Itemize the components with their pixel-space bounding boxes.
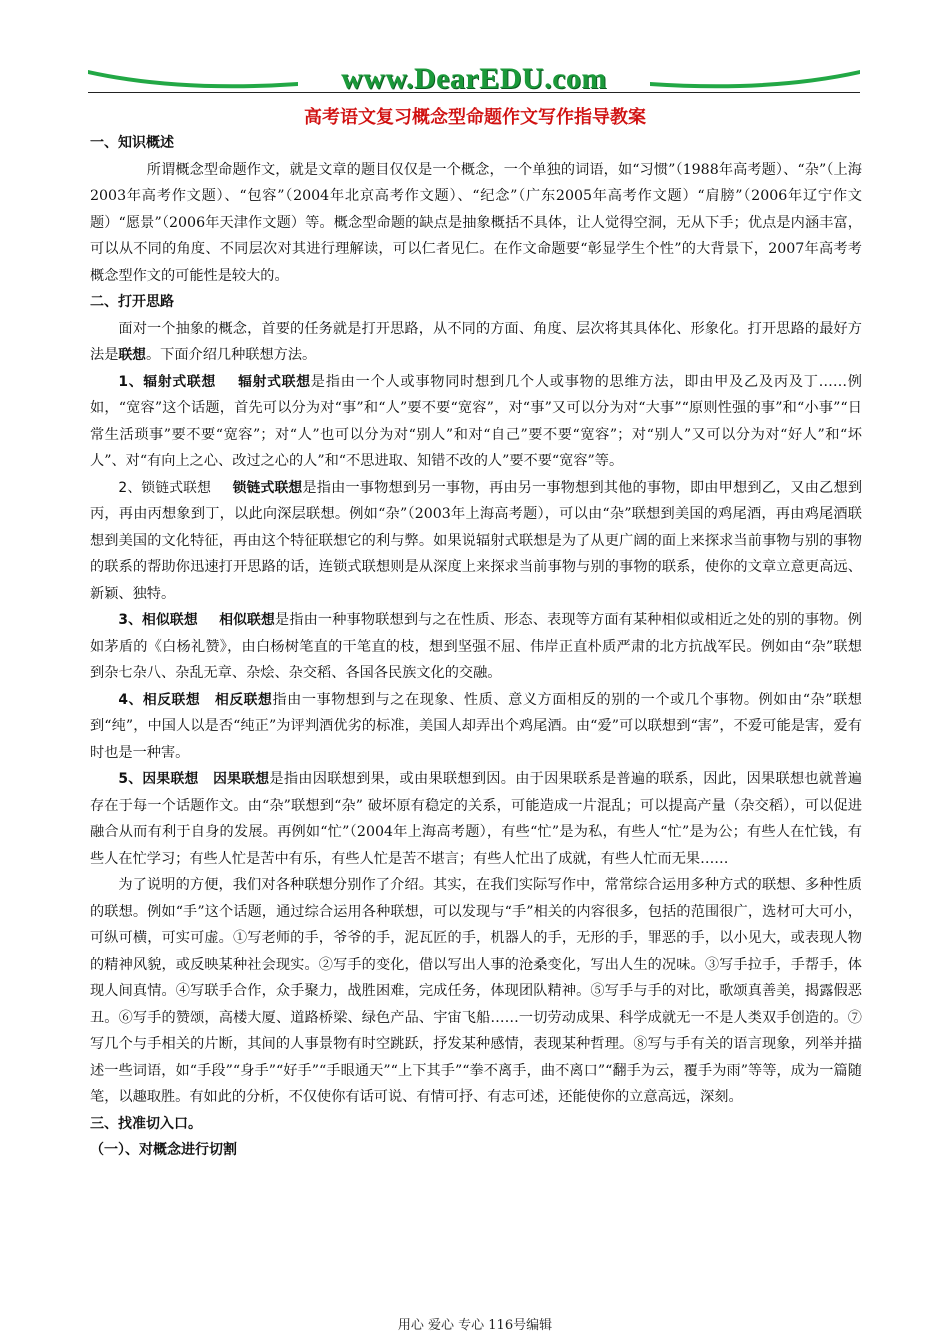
term: 辐射式联想 [237,373,311,390]
list-item [90,475,862,608]
list-item [90,607,862,687]
paragraph: 为了说明的方便，我们对各种联想分别作了介绍。其实，在我们实际写作中，常常综合运用多种方式的联想、多种性质的联想。例如“手”这个话题，通过综合运用各种联想，可以发现与“手”相关的内容很多，包括的范围很广，选材可大可小，可纵可横，可实可虚。①写老师的手，爷爷的手，泥瓦匠的手，机器人的手，无形的手，罪恶的手，以小见大，或表现人物的精神风貌，或反映某种社会现实。②写手的变化，借以写出人事的沧桑变化，写出人生的况味。③写手拉手，手帮手，体现人间真情。④写联手合作，众手聚力，战胜困难，完成任务，体现团队精神。⑤写手与手的对比，歌颂真善美，揭露假恶丑。⑥写手的赞颂，高楼大厦、道路桥梁、绿色产品、宇宙飞船……一切劳动成果、科学成就无一不是人类双手创造的。⑦写几个与手相关的片断，其间的人事景物有时空跳跃，抒发某种感情，表现某种哲理。⑧写与手有关的语言现象，列举并描述一些词语，如“手段”“身手”“好手”“手眼通天”“上下其手”“拳不离手，曲不离口”“翻手为云，覆手为雨”等等，成为一篇随笔，以趣取胜。有如此的分析，不仅使你有话可说、有情可抒、有志可述，还能使你的立意高远，深刻。 [90,877,862,1105]
term: 联想 [118,347,146,363]
document-body [90,130,862,1164]
item-text: 是指由因联想到果，或由果联想到因。由于因果联系是普遍的联系，因此，因果联想也就普遍存在于每一个话题作文。由“杂”联想到“杂” 破坏原有稳定的关系，可能造成一片混乱；可以提高产量（杂交稻），可以促进融合从而有利于自身的发展。再例如“忙”（2004年上海高考题），有些“忙”是为私，有些人“忙”是为公；有些人在忙钱，有些人在忙学习；有些人忙是苦中有乐，有些人忙是苦不堪言；有些人忙出了成就，有些人忙而无果…… [90,771,862,867]
item-text: 指由一事物想到与之在现象、性质、意义方面相反的别的一个或几个事物。例如由“杂”联想到“纯”，中国人以是否“纯正”为评判酒优劣的标准，美国人却弄出个鸡尾酒。由“爱”可以联想到“害”，不爱可能是害，爱有时也是一种害。 [90,691,862,761]
list-item [90,369,862,475]
term: 相反联想 [214,691,273,708]
list-item [90,766,862,872]
item-label: 4、相反联想 [118,691,201,708]
header-divider [88,92,860,93]
page-title: 高考语文复习概念型命题作文写作指导教案 [304,107,646,128]
section-heading: 一、知识概述 [90,135,174,151]
page-footer: 用心 爱心 专心 116号编辑 [397,1318,553,1333]
section-heading: 二、打开思路 [90,294,174,310]
item-text: 是指由一种事物联想到与之在性质、形态、表现等方面有某种相似或相近之处的别的事物。例如茅盾的《白杨礼赞》，由白杨树笔直的干笔直的枝，想到坚强不屈、伟岸正直朴质严肃的北方抗战军民。例如由“杂”联想到杂七杂八、杂乱无章、杂烩、杂交稻、各国各民族文化的交融。 [90,612,862,681]
item-label: 3、相似联想 [118,612,198,628]
section-heading: 三、找准切入口。 [90,1115,202,1132]
item-label: 1、辐射式联想 [118,373,217,390]
site-logo[interactable]: www.DearEDU.com [341,62,607,95]
site-banner [88,62,860,96]
term: 锁链式联想 [232,479,303,496]
item-text: 是指由一事物想到另一事物，再由另一事物想到其他的事物，即由甲想到乙，又由乙想到丙，再由丙想象到丁，以此向深层联想。例如“杂”（2003年上海高考题），可以由“杂”联想到美国的鸡尾酒，再由鸡尾酒联想到美国的文化特征，再由这个特征联想它的利与弊。如果说辐射式联想是为了从更广阔的面上来探求当前事物与别的事物的联系的帮助你迅速打开思路的话，连锁式联想则是从深度上来探求当前事物与别的事物的联系，使你的文章立意更高远、新颖、独特。 [90,479,863,602]
item-label: 2、锁链式联想 [118,479,212,496]
text: 面对一个抽象的概念，首要的任务就是打开思路，从不同的方面、角度、层次将其具体化、形象化。打开思路的最好方法是 [90,320,862,363]
term: 因果联想 [212,771,270,787]
item-label: 5、因果联想 [118,771,199,787]
subsection-heading: （一）、对概念进行切割 [90,1142,237,1158]
paragraph [90,316,862,369]
list-item [90,687,862,767]
paragraph: 所谓概念型命题作文，就是文章的题目仅仅是一个概念，一个单独的词语，如“习惯”（1988年高考题）、“杂”（上海2003年高考作文题）、“包容”（2004年北京高考作文题）、“纪念”（广东2005年高考作文题）“肩膀”（2006年辽宁作文题）“愿景”（2006年天津作文题）等。概念型命题的缺点是抽象概括不具体，让人觉得空洞，无从下手；优点是内涵丰富，可以从不同的角度、不同层次对其进行理解读，可以仁者见仁。在作文命题要“彰显学生个性”的大背景下，2007年高考考概念型作文的可能性是较大的。 [90,161,862,284]
text: 。下面介绍几种联想方法。 [145,347,317,363]
term: 相似联想 [219,612,275,628]
item-text: 是指由一个人或事物同时想到几个人或事物的思维方法，即由甲及乙及丙及丁……例如，“宽容”这个话题，首先可以分为对“事”和“人”要不要“宽容”，对“事”又可以分为对“大事”“原则性强的事”和“小事”“日常生活琐事”要不要“宽容”；对“人”也可以分为对“别人”和对“自己”要不要“宽容”；对“别人”又可以分为对“好人”和“坏人”、对“有向上之心、改过之心的人”和“不思进取、知错不改的人”要不要“宽容”等。 [90,373,862,469]
